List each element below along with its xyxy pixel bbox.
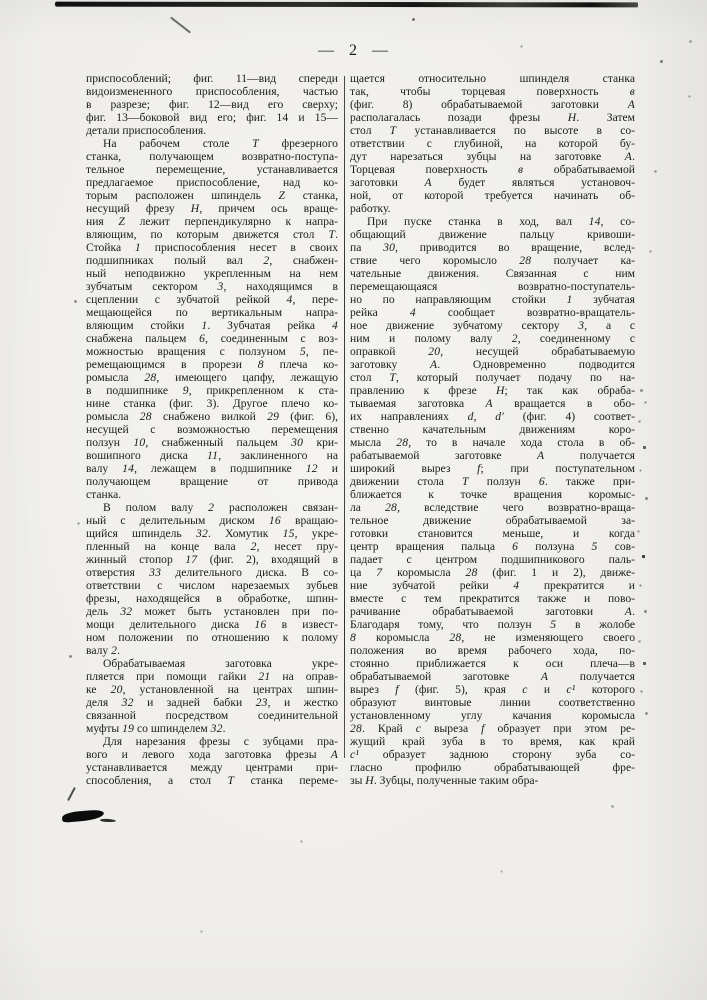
text-line: c¹ образует заднюю сторону зуба со- bbox=[350, 748, 635, 761]
text-line: подшипниках полый вал 2, снабжен- bbox=[86, 254, 338, 267]
text-line: 8 коромысла 28, не изменяющего своего bbox=[350, 631, 635, 644]
text-line: их направлениях d, d′ (фиг. 4) соответ- bbox=[350, 410, 635, 423]
text-line: правлению к фрезе Н; так как обраба- bbox=[350, 384, 636, 397]
text-line: чательные движения. Связанная с ним bbox=[350, 267, 635, 280]
text-line: но по направляющим стойки 1 зубчатая bbox=[350, 293, 635, 306]
ink-smudge bbox=[62, 809, 105, 823]
text-line: перемещающаяся возвратно-поступатель- bbox=[350, 280, 635, 293]
page-number: — 2 — bbox=[318, 42, 389, 59]
pen-mark-slash bbox=[67, 787, 76, 801]
text-body bbox=[86, 72, 635, 787]
text-line: ответствии с глубиной, на которой бу- bbox=[350, 137, 635, 150]
text-line: заготовки А будет являться установоч- bbox=[350, 176, 635, 189]
text-line: нине станка (фиг. 3). Другое плечо ко- bbox=[86, 397, 338, 410]
text-line: ромысла 28, имеющего цапфу, лежащую bbox=[86, 371, 338, 384]
text-line: тываемая заготовка А вращается в обо- bbox=[350, 397, 635, 410]
text-line: ке 20, установленной на центрах шпин- bbox=[86, 683, 338, 696]
text-line: ние зубчатой рейки 4 прекратится и bbox=[350, 579, 636, 592]
text-line: предлагаемое приспособление, над ко- bbox=[86, 176, 338, 189]
text-line: При пуске станка в ход, вал 14, со- bbox=[367, 215, 635, 228]
text-line: ной, от которой требуется начинать об- bbox=[350, 189, 635, 202]
text-line: несущий фрезу Н, причем ось враще- bbox=[86, 202, 338, 215]
text-line: мощи делительного диска 16 в извест- bbox=[86, 618, 338, 631]
text-line: зы Н. Зубцы, полученные таким обра- bbox=[350, 774, 539, 787]
text-line: ромысла 28 снабжено вилкой 29 (фиг. 6), bbox=[86, 410, 338, 423]
text-line: центр вращения пальца 6 ползуна 5 сов- bbox=[350, 540, 635, 553]
text-line: гласно профилю обрабатывающей фре- bbox=[350, 761, 635, 774]
text-line: сцеплении с зубчатой рейкой 4, пере- bbox=[86, 293, 338, 306]
text-line: жинный стопор 17 (фиг. 2), входящий в bbox=[86, 553, 338, 566]
text-line: снабжена пальцем 6, соединенным с воз- bbox=[86, 332, 338, 345]
text-line: валу 2. bbox=[86, 644, 120, 657]
text-line: дут нарезаться зубцы на заготовке А. bbox=[350, 150, 635, 163]
text-line: тельное перемещение, устанавливается bbox=[86, 163, 338, 176]
text-line: несущей с возможностью перемещения bbox=[86, 423, 338, 436]
text-line: фиг. 13—боковой вид его; фиг. 14 и 15— bbox=[86, 111, 338, 124]
text-line: так, чтобы торцевая поверхность в bbox=[350, 85, 635, 98]
text-line: способления, а стол Т станка переме- bbox=[86, 774, 338, 787]
text-line: в подшипнике 9, прикрепленном к ста- bbox=[86, 384, 339, 397]
text-line: вляющим, по которым движется стол Т. bbox=[86, 228, 338, 241]
text-line: ный неподвижно укрепленным на нем bbox=[86, 267, 338, 280]
text-line: валу 14, лежащем в подшипнике 12 и bbox=[86, 462, 338, 475]
text-line: станка, получающем возвратно-поступа- bbox=[86, 150, 338, 163]
text-line: в разрезе; фиг. 12—вид его сверху; bbox=[86, 98, 338, 111]
text-line: торым расположен шпиндель Z станка, bbox=[86, 189, 338, 202]
text-line: рабатываемой заготовке А получается bbox=[350, 449, 635, 462]
text-line: пленный на конце вала 2, несет пру- bbox=[86, 540, 338, 553]
text-line: жущий край зуба в то время, как край bbox=[350, 735, 635, 748]
text-line: На рабочем столе Т фрезерного bbox=[103, 137, 338, 150]
text-line: установленному углу качания коромысла bbox=[350, 709, 635, 722]
text-line: тельное движение обрабатываемой за- bbox=[350, 514, 635, 527]
text-column-right bbox=[350, 72, 635, 787]
text-line: образуют винтовые линии соответственно bbox=[350, 696, 635, 709]
text-line: работку. bbox=[350, 202, 391, 215]
text-line: стол Т устанавливается по высоте в со- bbox=[350, 124, 636, 137]
text-line: готовки становится меньше, и когда bbox=[350, 527, 635, 540]
text-line: ползун 10, снабженный пальцем 30 кри- bbox=[86, 436, 338, 449]
text-line: Торцевая поверхность в обрабатываемой bbox=[350, 163, 635, 176]
text-line: Благодаря тому, что ползун 5 в жолобе bbox=[350, 618, 635, 631]
text-line: вляющим стойки 1. Зубчатая рейка 4 bbox=[86, 319, 338, 332]
text-line: устанавливается между центрами при- bbox=[86, 761, 338, 774]
text-line: вого и левого хода заготовка фрезы А bbox=[86, 748, 338, 761]
text-line: мещающейся по вертикальным напра- bbox=[86, 306, 338, 319]
text-line: заготовку А. Одновременно подводится bbox=[350, 358, 635, 371]
text-line: Обрабатываемая заготовка укре- bbox=[103, 657, 338, 670]
ink-smudge-tail bbox=[100, 819, 116, 823]
text-line: широкий вырез f; при поступательном bbox=[350, 462, 635, 475]
text-line: видоизмененного приспособления, частью bbox=[86, 85, 338, 98]
text-line: стоянно приближается к оси плеча—в bbox=[350, 657, 635, 670]
text-column-left bbox=[86, 72, 338, 787]
text-line: пляется при помощи гайки 21 на оправ- bbox=[86, 670, 338, 683]
text-line: щается относительно шпинделя станка bbox=[350, 72, 635, 85]
text-line: ла 28, вследствие чего возвратно-враща- bbox=[350, 501, 635, 514]
text-line: мысла 28, то в начале хода стола в об- bbox=[350, 436, 636, 449]
text-line: Для нарезания фрезы с зубцами пра- bbox=[103, 735, 338, 748]
text-line: приспособлений; фиг. 11—вид спереди bbox=[86, 72, 338, 85]
text-line: стол Т, который получает подачу по на- bbox=[350, 371, 636, 384]
text-line: ствие чего коромысло 28 получает ка- bbox=[350, 254, 635, 267]
text-line: ближается к точке вращения коромыс- bbox=[350, 488, 635, 501]
text-line: рачивание обрабатываемой заготовки А. bbox=[350, 605, 635, 618]
text-line: ответствии с числом нарезаемых зубьев bbox=[86, 579, 338, 592]
text-line: 28. Край c выреза f образует при этом ре- bbox=[350, 722, 635, 735]
text-line: падает с центром подшипникового паль- bbox=[350, 553, 635, 566]
text-line: связанной посредством соединительной bbox=[86, 709, 338, 722]
text-line: рейка 4 сообщает возвратно-вращатель- bbox=[350, 306, 635, 319]
text-line: можностью вращения с ползуном 5, пе- bbox=[86, 345, 338, 358]
pen-mark-backslash bbox=[170, 17, 191, 34]
text-line: обрабатываемой заготовке А получается bbox=[350, 670, 635, 683]
text-line: ним и полому валу 2, соединенному с bbox=[350, 332, 635, 345]
text-line: получающем вращение от привода bbox=[86, 475, 338, 488]
text-line: общающий движение пальцу кривоши- bbox=[350, 228, 635, 241]
text-line: фрезы, находящейся в обработке, шпин- bbox=[86, 592, 338, 605]
text-line: Стойка 1 приспособления несет в своих bbox=[86, 241, 338, 254]
text-line: зубчатым сектором 3, находящимся в bbox=[86, 280, 338, 293]
text-line: оправкой 20, несущей обрабатываемую bbox=[350, 345, 635, 358]
text-line: детали приспособления. bbox=[86, 124, 207, 137]
text-line: щийся шпиндель 32. Хомутик 15, укре- bbox=[86, 527, 339, 540]
text-line: ния Z лежит перпендикулярно к напра- bbox=[86, 215, 339, 228]
text-line: ремещающимся в прорези 8 плеча ко- bbox=[86, 358, 338, 371]
text-line: ном положении по отношению к полому bbox=[86, 631, 338, 644]
text-line: располагалась позади фрезы Н. Затем bbox=[350, 111, 635, 124]
text-line: ственно качательным движениям коро- bbox=[350, 423, 635, 436]
scan-top-edge-artifact bbox=[55, 2, 638, 8]
text-line: муфты 19 со шпинделем 32. bbox=[86, 722, 226, 735]
text-line: ный с делительным диском 16 вращаю- bbox=[86, 514, 338, 527]
text-line: ное движение зубчатому сектору 3, а с bbox=[350, 319, 635, 332]
text-line: деля 32 и задней бабки 23, и жестко bbox=[86, 696, 338, 709]
text-line: вошипного диска 11, заклиненного на bbox=[86, 449, 338, 462]
text-line: вырез f (фиг. 5), края c и c¹ которого bbox=[350, 683, 636, 696]
text-line: отверстия 33 делительного диска. В со- bbox=[86, 566, 338, 579]
text-line: станка. bbox=[86, 488, 122, 501]
text-line: движении стола Т ползун 6. также при- bbox=[350, 475, 635, 488]
text-line: вместе с тем прекратится также и пово- bbox=[350, 592, 635, 605]
text-line: положения во время рабочего хода, по- bbox=[350, 644, 635, 657]
text-line: В полом валу 2 расположен связан- bbox=[103, 501, 338, 514]
scan-noise-specks bbox=[0, 0, 1, 1]
text-line: дель 32 может быть установлен при по- bbox=[86, 605, 338, 618]
text-line: ца 7 коромысла 28 (фиг. 1 и 2), движе- bbox=[350, 566, 635, 579]
text-line: (фиг. 8) обрабатываемой заготовки А bbox=[350, 98, 635, 111]
text-line: па 30, приводится во вращение, вслед- bbox=[350, 241, 636, 254]
